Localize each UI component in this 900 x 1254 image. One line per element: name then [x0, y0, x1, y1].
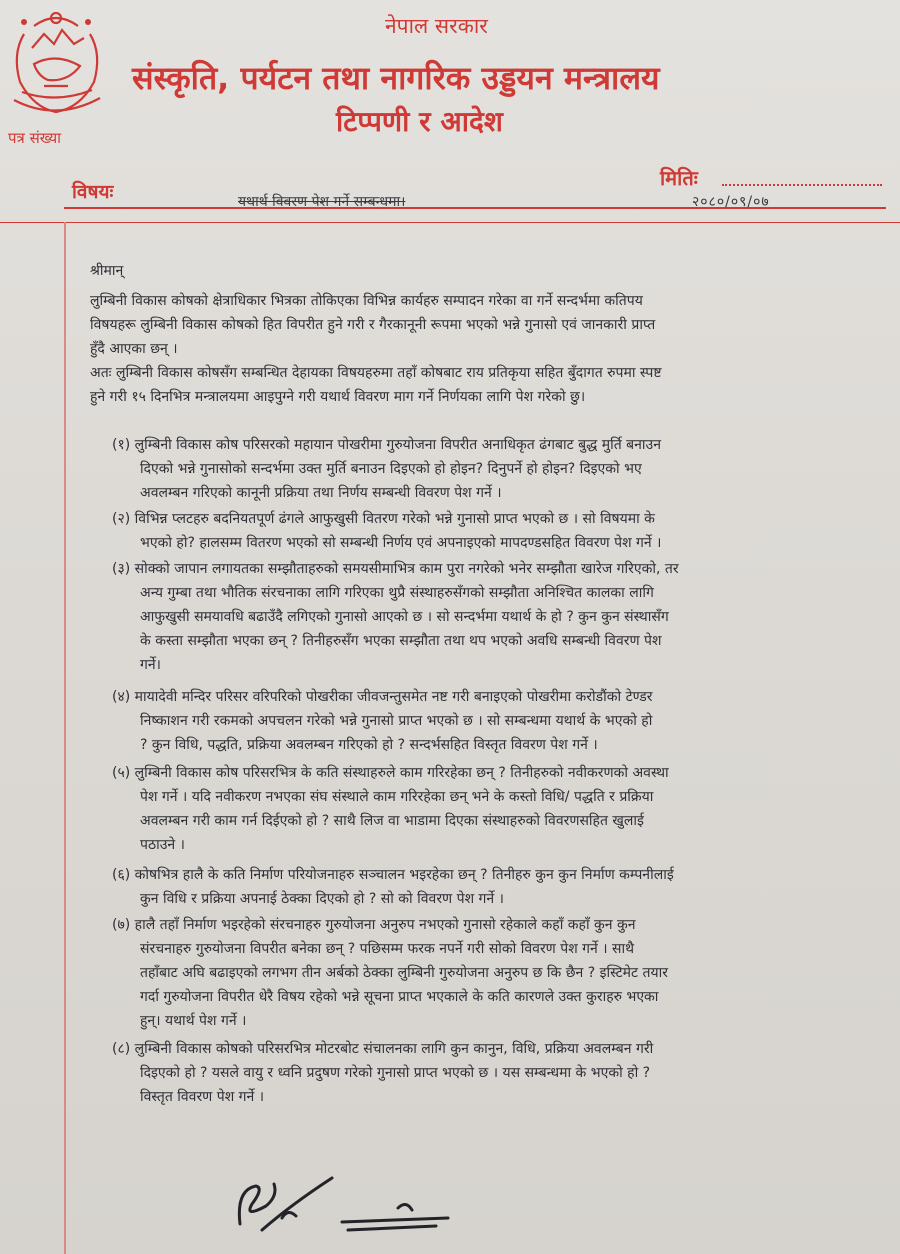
body-line: (६) कोषभित्र हालै के कति निर्माण परियोजनाहरु सञ्चालन भइरहेका छन् ? तिनीहरु कुन कुन निर्माण कम्पनीलाई: [112, 867, 674, 883]
body-line: अवलम्बन गरिएको कानूनी प्रक्रिया तथा निर्णय सम्बन्धी विवरण पेश गर्ने ।: [140, 485, 502, 501]
body-line: हुने गरी १५ दिनभित्र मन्त्रालयमा आइपुग्ने गरी यथार्थ विवरण माग गर्ने निर्णयका लागि पेश गरेको छु।: [90, 389, 586, 405]
subject-date: २०८०/०९/०७: [692, 194, 770, 210]
body-line: दिइएको हो ? यसले वायु र ध्वनि प्रदुषण गरेको गुनासो प्राप्त भएको छ । यस सम्बन्धमा के भएको हो ?: [140, 1065, 651, 1081]
body-line: आफुखुसी समयावधि बढाउँदै लगिएको गुनासो आएको छ । सो सन्दर्भमा यथार्थ के हो ? कुन कुन संस्थासँग: [140, 609, 669, 625]
ministry-heading: संस्कृति, पर्यटन तथा नागरिक उड्डयन मन्त्रालय: [132, 59, 660, 97]
body-line: लुम्बिनी विकास कोषको क्षेत्राधिकार भित्रका तोकिएका विभिन्न कार्यहरु सम्पादन गरेका वा गर्ने सन्दर्भमा कतिपय: [90, 293, 643, 309]
body-line: तहाँबाट अघि बढाइएको लगभग तीन अर्बको ठेक्का लुम्बिनी गुरुयोजना अनुरुप छ कि छैन ? इस्टिमेट तयार: [140, 965, 668, 981]
body-line: ? कुन विधि, पद्धति, प्रक्रिया अवलम्बन गरिएको हो ? सन्दर्भसहित विस्तृत विवरण पेश गर्ने ।: [140, 737, 598, 753]
body-line: (४) मायादेवी मन्दिर परिसर वरिपरिको पोखरीका जीवजन्तुसमेत नष्ट गरी बनाइएको पोखरीमा करोडौंको टेण्डर: [112, 689, 653, 705]
salutation: श्रीमान्: [90, 263, 124, 279]
body-line: हुँदै आएका छन् ।: [90, 341, 178, 357]
body-line: (२) विभिन्न प्लटहरु बदनियतपूर्ण ढंगले आफुखुसी वितरण गरेको भन्ने गुनासो प्राप्त भएको छ । सो विषयमा के: [112, 511, 655, 527]
body-line: (७) हालै तहाँ निर्माण भइरहेको संरचनाहरु गुरुयोजना अनुरुप नभएको गुनासो रहेकाले कहाँ कहाँ कुन कुन: [112, 917, 636, 933]
subject-label: विषयः: [72, 181, 114, 203]
body-line: (५) लुम्बिनी विकास कोष परिसरभित्र के कति संस्थाहरुले काम गरिरहेका छन् ? तिनीहरुको नवीकरणको अवस्था: [112, 765, 669, 781]
date-label: मितिः: [660, 166, 698, 190]
body-line: गर्ने।: [140, 657, 161, 673]
body-line: दिएको भन्ने गुनासोको सन्दर्भमा उक्त मुर्ति बनाउन दिइएको हो होइन? दिनुपर्ने हो होइन? दिइएको भए: [140, 461, 642, 477]
body-line: (३) सोक्को जापान लगायतका सम्झौताहरुको समयसीमाभित्र काम पुरा नगरेको भनेर सम्झौता खारेज गरिएको, तर: [112, 561, 679, 577]
body-line: पेश गर्ने । यदि नवीकरण नभएका संघ संस्थाले काम गरिरहेका छन् भने के कस्तो विधि/ पद्धति र प्रक्रिया: [140, 789, 654, 805]
body-line: अन्य गुम्बा तथा भौतिक संरचनाका लागि गरिएका थुप्रै संस्थाहरुसँगको सम्झौता अनिश्चित कालका लागि: [140, 585, 654, 601]
ref-number-label: पत्र संख्या: [8, 129, 62, 147]
body-line: अवलम्बन गरी काम गर्न दिईएको हो ? साथै लिज वा भाडामा दिएका संस्थाहरुको विवरणसहित खुलाई: [140, 813, 644, 829]
body-line: हुन्। यथार्थ पेश गर्ने ।: [140, 1013, 247, 1029]
body-line: (१) लुम्बिनी विकास कोष परिसरको महायान पोखरीमा गुरुयोजना विपरीत अनाधिकृत ढंगबाट बुद्ध मुर्ति बनाउन: [112, 437, 662, 453]
government-heading: नेपाल सरकार: [385, 14, 488, 38]
body-line: के कस्ता सम्झौता भएका छन् ? तिनीहरुसँग भएका सम्झौता तथा थप भएको अवधि सम्बन्धी विवरण पेश: [140, 633, 662, 649]
body-line: निष्काशन गरी रकमको अपचलन गरेको भन्ने गुनासो प्राप्त भएको छ । सो सम्बन्धमा यथार्थ के भएको हो: [140, 713, 653, 729]
body-line: विस्तृत विवरण पेश गर्ने ।: [140, 1089, 265, 1105]
subject-text: यथार्थ विवरण पेश गर्ने सम्बन्धमा।: [238, 194, 406, 210]
body-line: विषयहरू लुम्बिनी विकास कोषको हित विपरीत हुने गरी र गैरकानूनी रूपमा भएको भन्ने गुनासो एवं जानकारी प्राप्त: [90, 317, 656, 333]
body-line: पठाउने ।: [140, 837, 185, 853]
body-line: संरचनाहरु गुरुयोजना विपरीत बनेका छन् ? पछिसम्म फरक नपर्ने गरी सोको विवरण पेश गर्ने । साथै: [140, 941, 635, 957]
body-line: गर्दा गुरुयोजना विपरीत धेरै विषय रहेको भन्ने सूचना प्राप्त भएकाले के कति कारणले उक्त कुराहरु भएका: [140, 989, 659, 1005]
signature: [222, 1160, 462, 1240]
form-title: टिप्पणी र आदेश: [336, 105, 503, 138]
body-line: भएको हो? हालसम्म वितरण भएको सो सम्बन्धी निर्णय एवं अपनाइएको मापदण्डसहित विवरण पेश गर्ने ।: [140, 535, 662, 551]
body-line: (८) लुम्बिनी विकास कोषको परिसरभित्र मोटरबोट संचालनका लागि कुन कानुन, विधि, प्रक्रिया अवलम्बन गरी: [112, 1041, 654, 1057]
body-line: कुन विधि र प्रक्रिया अपनाई ठेक्का दिएको हो ? सो को विवरण पेश गर्ने ।: [140, 891, 504, 907]
body-line: अतः लुम्बिनी विकास कोषसँग सम्बन्धित देहायका विषयहरुमा तहाँ कोषबाट राय प्रतिकृया सहित बुँदागत रुपमा स्पष्ट: [90, 365, 662, 381]
